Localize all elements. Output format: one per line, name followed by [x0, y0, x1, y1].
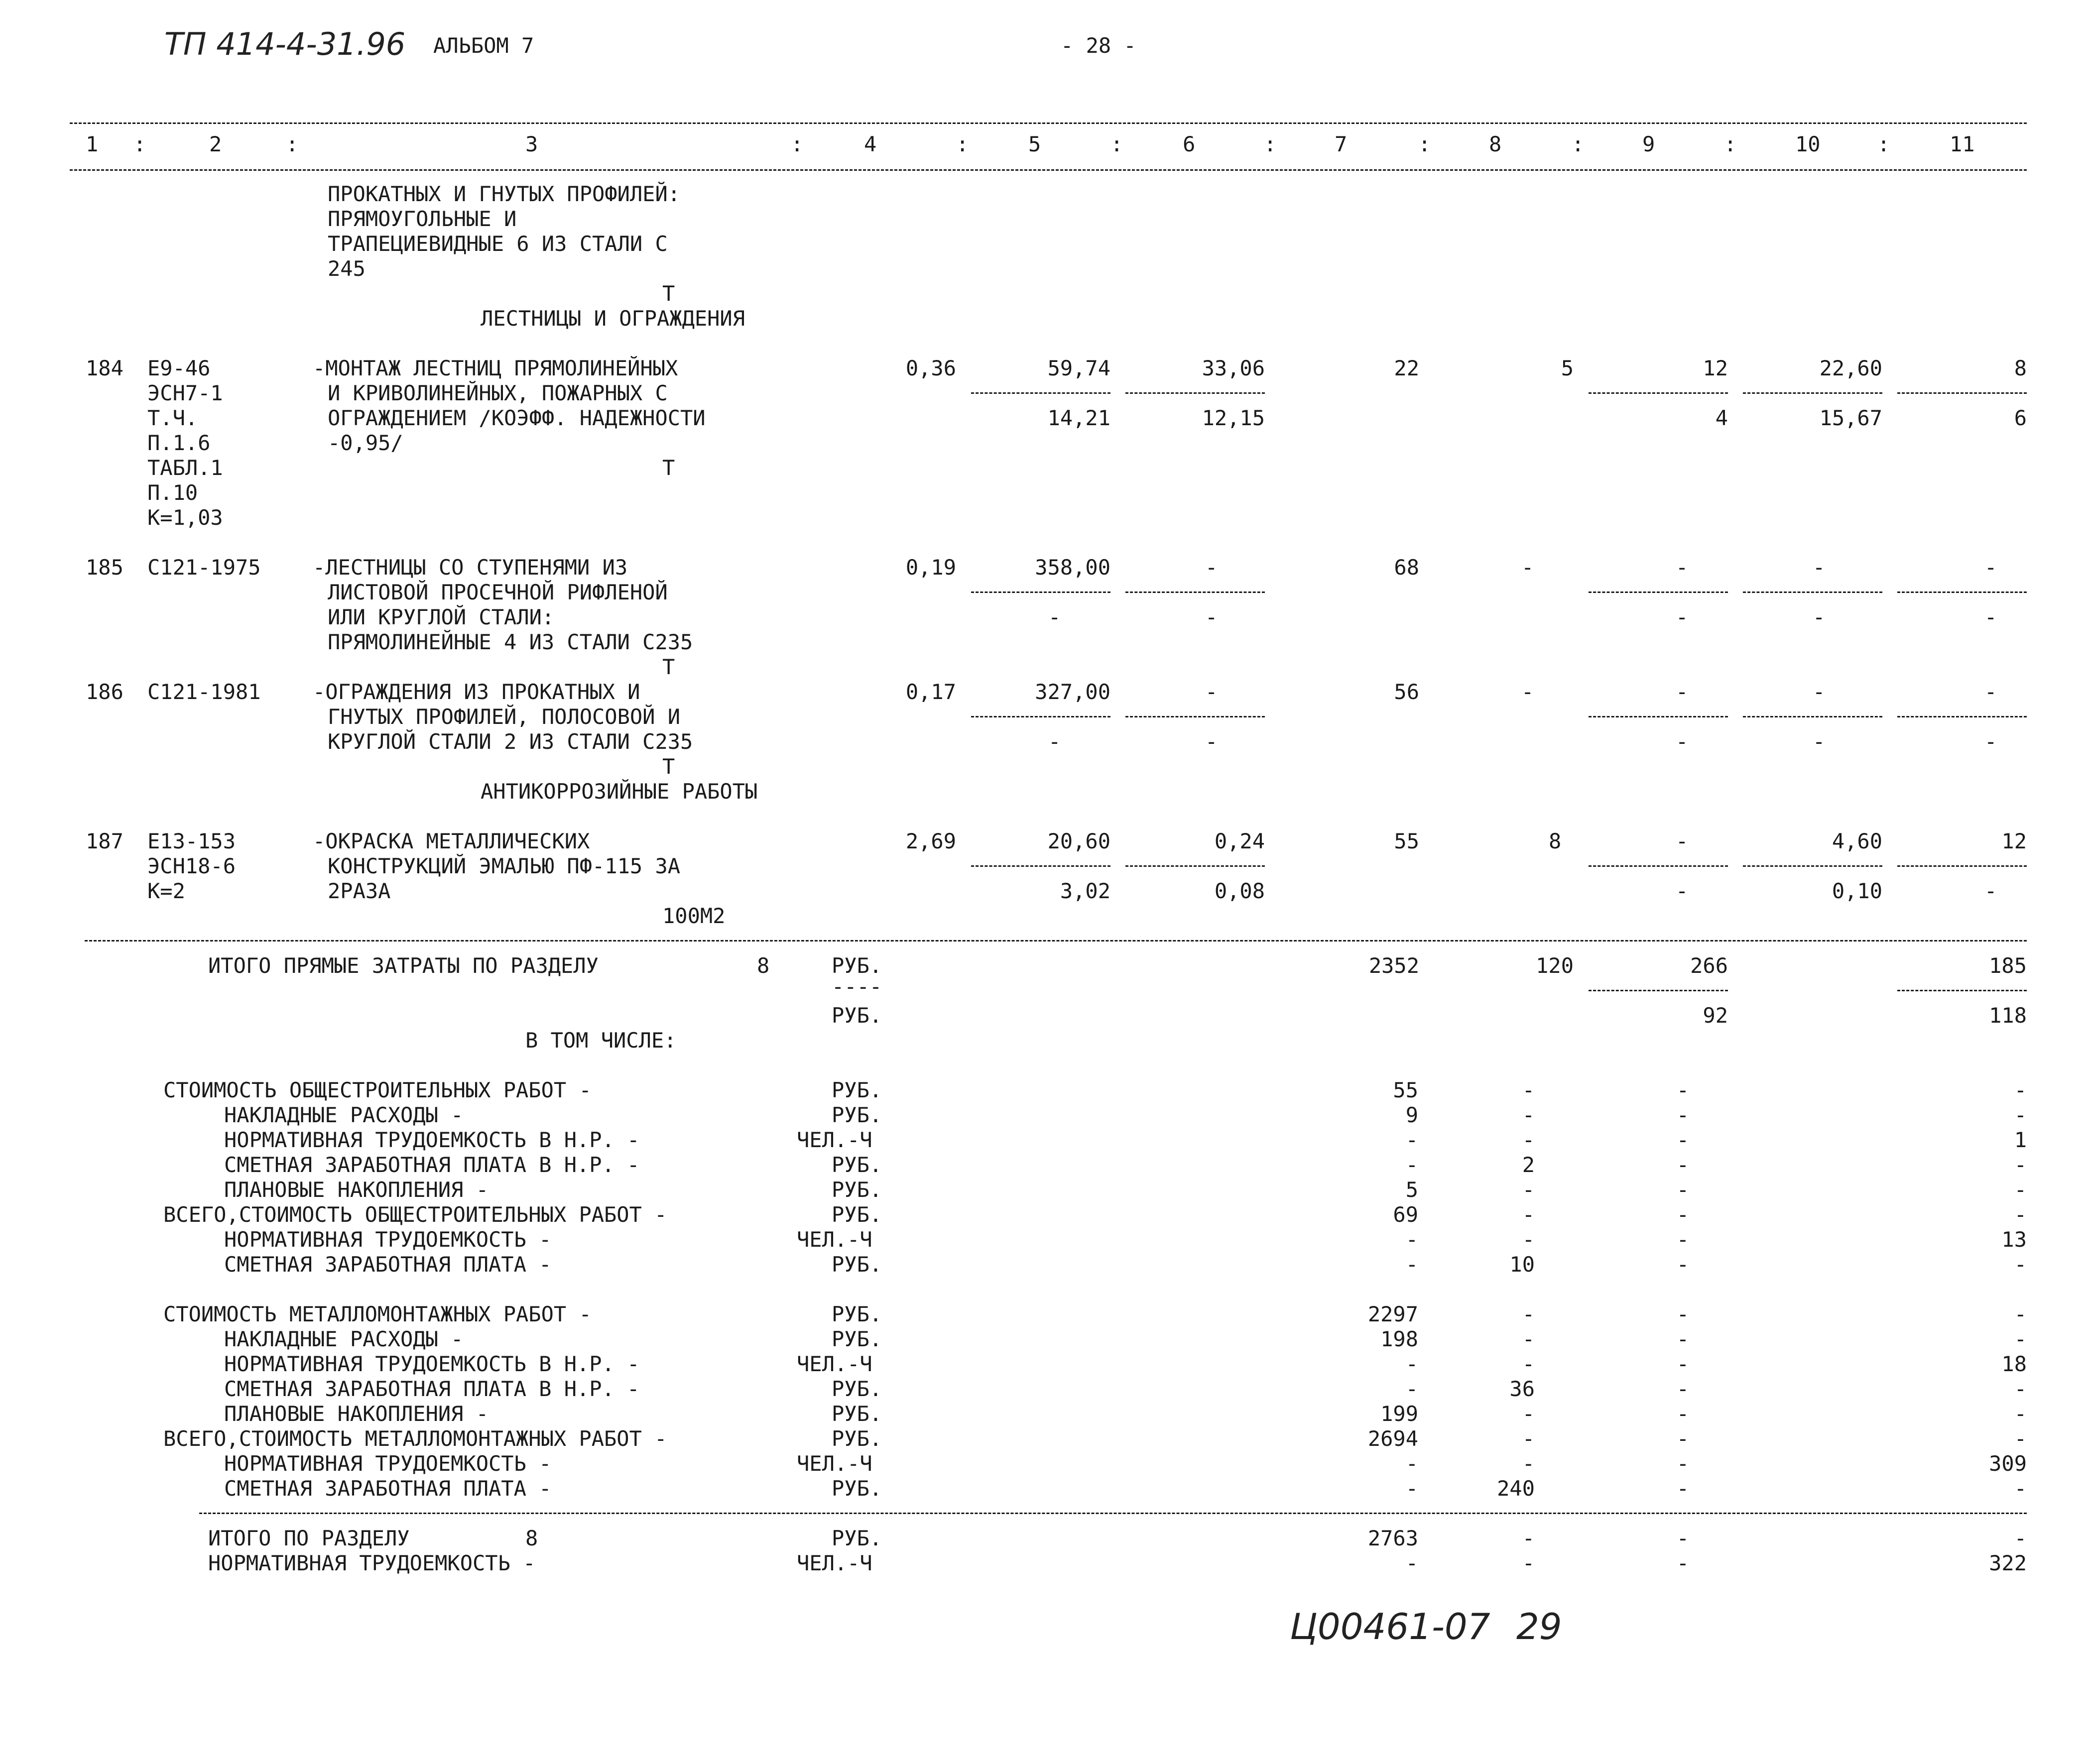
breakdown-col-7: -: [1405, 1252, 1418, 1277]
breakdown-col-9: -: [1676, 1426, 1689, 1451]
breakdown-unit: ЧЕЛ.-Ч: [797, 1128, 872, 1152]
breakdown-unit: РУБ.: [832, 1476, 882, 1501]
item-description: -0,95/: [328, 431, 403, 455]
cell-col-11-sub: -: [1984, 879, 1997, 903]
breakdown-col-11: -: [2014, 1252, 2027, 1277]
breakdown-col-7: -: [1405, 1352, 1418, 1376]
breakdown-unit: РУБ.: [832, 1252, 882, 1277]
breakdown-unit: РУБ.: [832, 1377, 882, 1401]
breakdown-col-7: -: [1405, 1451, 1418, 1476]
cell-col-11: 8: [2014, 356, 2027, 380]
breakdown-unit: РУБ.: [832, 1402, 882, 1426]
item-description: ИЛИ КРУГЛОЙ СТАЛИ:: [328, 605, 555, 629]
breakdown-col-7: -: [1405, 1227, 1418, 1252]
col-4-header: 4: [864, 132, 877, 156]
breakdown-col-11: 13: [2001, 1227, 2027, 1252]
col-10-header: 10: [1795, 132, 1821, 156]
breakdown-col-8: 240: [1497, 1476, 1535, 1501]
breakdown-unit: РУБ.: [832, 1426, 882, 1451]
total-col-9: 266: [1690, 953, 1728, 978]
breakdown-col-11: -: [2014, 1377, 2027, 1401]
breakdown-col-7: -: [1405, 1128, 1418, 1152]
item-code: Т.Ч.: [147, 406, 198, 430]
breakdown-col-8: -: [1522, 1426, 1535, 1451]
cell-col-6: -: [1205, 555, 1218, 580]
cell-col-5: 327,00: [1035, 680, 1110, 704]
final-col-8: -: [1522, 1526, 1535, 1550]
fraction-rule: [1743, 591, 1882, 593]
cell-col-9: -: [1676, 829, 1689, 853]
breakdown-col-8: -: [1522, 1103, 1535, 1127]
fraction-rule: [1743, 865, 1882, 867]
continuation-unit: Т: [662, 281, 675, 306]
final-rule: [199, 1513, 2027, 1514]
breakdown-label: СТОИМОСТЬ ОБЩЕСТРОИТЕЛЬНЫХ РАБОТ -: [163, 1078, 592, 1102]
breakdown-label: НОРМАТИВНАЯ ТРУДОЕМКОСТЬ В Н.Р. -: [224, 1128, 640, 1152]
item-description: 2РАЗА: [328, 879, 391, 903]
fraction-rule: [1125, 591, 1265, 593]
cell-col-4: 0,19: [905, 555, 956, 580]
cell-col-6-sub: -: [1205, 729, 1218, 754]
fraction-rule: [1897, 716, 2027, 717]
breakdown-col-8: 2: [1522, 1153, 1535, 1177]
header-top-rule: [70, 122, 2027, 124]
col-separator: :: [286, 132, 299, 156]
cell-col-11: 12: [2001, 829, 2027, 853]
col-7-header: 7: [1335, 132, 1348, 156]
item-code: С121-1981: [147, 680, 261, 704]
cell-col-4: 0,36: [905, 356, 956, 380]
breakdown-col-11: 18: [2001, 1352, 2027, 1376]
cell-col-9-sub: -: [1676, 879, 1689, 903]
breakdown-col-9: -: [1676, 1327, 1689, 1351]
breakdown-col-9: -: [1676, 1128, 1689, 1152]
col-separator: :: [791, 132, 804, 156]
breakdown-col-8: -: [1522, 1402, 1535, 1426]
col-2-header: 2: [209, 132, 222, 156]
cell-col-8: 8: [1549, 829, 1562, 853]
breakdown-col-9: -: [1676, 1402, 1689, 1426]
fraction-rule: [1125, 392, 1265, 394]
fraction-rule: [1897, 865, 2027, 867]
section-rule: [85, 940, 2027, 941]
col-separator: :: [1877, 132, 1890, 156]
breakdown-col-8: -: [1522, 1451, 1535, 1476]
breakdown-col-11: -: [2014, 1402, 2027, 1426]
breakdown-label: НОРМАТИВНАЯ ТРУДОЕМКОСТЬ -: [224, 1451, 552, 1476]
fraction-rule: [971, 591, 1110, 593]
item-number: 186: [86, 680, 123, 704]
total-col-11: 185: [1989, 953, 2027, 978]
breakdown-col-9: -: [1676, 1252, 1689, 1277]
item-description: И КРИВОЛИНЕЙНЫХ, ПОЖАРНЫХ С: [328, 381, 668, 405]
cell-col-11-sub: -: [1984, 729, 1997, 754]
cell-col-8: -: [1521, 555, 1534, 580]
final-col-8: -: [1522, 1551, 1535, 1575]
fraction-rule: [1897, 591, 2027, 593]
cell-col-10: 4,60: [1832, 829, 1882, 853]
col-1-header: 1: [86, 132, 99, 156]
breakdown-label: НОРМАТИВНАЯ ТРУДОЕМКОСТЬ В Н.Р. -: [224, 1352, 640, 1376]
breakdown-unit: РУБ.: [832, 1202, 882, 1227]
fraction-rule: [971, 716, 1110, 717]
item-unit: 100М2: [662, 904, 726, 928]
breakdown-unit: РУБ.: [832, 1302, 882, 1326]
breakdown-col-11: -: [2014, 1327, 2027, 1351]
breakdown-col-7: 2694: [1367, 1426, 1418, 1451]
breakdown-col-7: -: [1405, 1377, 1418, 1401]
breakdown-col-11: 309: [1989, 1451, 2027, 1476]
cell-col-11-sub: 6: [2014, 406, 2027, 430]
cell-col-6-sub: 12,15: [1202, 406, 1265, 430]
fraction-rule: [1743, 716, 1882, 717]
cell-col-5-sub: -: [1048, 605, 1061, 629]
breakdown-col-8: -: [1522, 1128, 1535, 1152]
cell-col-11-sub: -: [1984, 605, 1997, 629]
total-col-9-sub: 92: [1703, 1003, 1728, 1028]
cell-col-5: 358,00: [1035, 555, 1110, 580]
item-description: ЛИСТОВОЙ ПРОСЕЧНОЙ РИФЛЕНОЙ: [328, 580, 668, 604]
final-col-11: -: [2014, 1526, 2027, 1550]
final-label: ИТОГО ПО РАЗДЕЛУ: [208, 1526, 410, 1550]
cell-col-6: 0,24: [1214, 829, 1265, 853]
item-code: ТАБЛ.1: [147, 456, 223, 480]
col-separator: :: [1264, 132, 1277, 156]
cell-col-6: -: [1205, 680, 1218, 704]
breakdown-col-7: 9: [1405, 1103, 1418, 1127]
page-number: - 28 -: [1061, 33, 1136, 58]
breakdown-label: СМЕТНАЯ ЗАРАБОТНАЯ ПЛАТА В Н.Р. -: [224, 1377, 640, 1401]
fraction-rule: [1125, 716, 1265, 717]
final-col-7: -: [1405, 1551, 1418, 1575]
breakdown-col-9: -: [1676, 1352, 1689, 1376]
item-code: С121-1975: [147, 555, 261, 580]
col-separator: :: [1572, 132, 1585, 156]
section-heading-anticorrosion: АНТИКОРРОЗИЙНЫЕ РАБОТЫ: [481, 779, 758, 804]
breakdown-col-11: -: [2014, 1153, 2027, 1177]
col-3-header: 3: [525, 132, 538, 156]
breakdown-col-7: 55: [1393, 1078, 1418, 1102]
fraction-rule: [1743, 392, 1882, 394]
col-9-header: 9: [1642, 132, 1655, 156]
item-number: 187: [86, 829, 123, 853]
cell-col-5: 20,60: [1047, 829, 1110, 853]
item-number: 184: [86, 356, 123, 380]
item-code: ЭСН7-1: [147, 381, 223, 405]
cell-col-5-sub: 3,02: [1060, 879, 1110, 903]
section-heading-stairs: ЛЕСТНИЦЫ И ОГРАЖДЕНИЯ: [481, 306, 745, 331]
item-description: ГНУТЫХ ПРОФИЛЕЙ, ПОЛОСОВОЙ И: [328, 705, 681, 729]
col-8-header: 8: [1489, 132, 1502, 156]
unit-separator: ----: [832, 974, 882, 999]
total-col-11-sub: 118: [1989, 1003, 2027, 1028]
breakdown-col-11: -: [2014, 1426, 2027, 1451]
fraction-rule: [971, 865, 1110, 867]
cell-col-9-sub: 4: [1715, 406, 1728, 430]
unit-label: РУБ.: [832, 1003, 882, 1028]
final-label: НОРМАТИВНАЯ ТРУДОЕМКОСТЬ -: [208, 1551, 536, 1575]
item-unit: Т: [662, 456, 675, 480]
breakdown-col-9: -: [1676, 1153, 1689, 1177]
final-col-11: 322: [1989, 1551, 2027, 1575]
fraction-rule: [1589, 865, 1728, 867]
breakdown-col-9: -: [1676, 1078, 1689, 1102]
breakdown-col-7: 199: [1380, 1402, 1418, 1426]
fraction-rule: [1589, 591, 1728, 593]
breakdown-col-8: -: [1522, 1177, 1535, 1202]
project-code: ТП 414-4-31.96: [164, 26, 406, 62]
continuation-line: ПРОКАТНЫХ И ГНУТЫХ ПРОФИЛЕЙ:: [328, 182, 681, 206]
breakdown-col-9: -: [1676, 1227, 1689, 1252]
breakdown-unit: РУБ.: [832, 1153, 882, 1177]
cell-col-5-sub: -: [1048, 729, 1061, 754]
section-number: 8: [757, 953, 770, 978]
cell-col-9: 12: [1703, 356, 1728, 380]
document-stamp-code: Ц00461-07: [1290, 1606, 1490, 1647]
cell-col-6-sub: 0,08: [1214, 879, 1265, 903]
breakdown-label: СМЕТНАЯ ЗАРАБОТНАЯ ПЛАТА -: [224, 1252, 552, 1277]
breakdown-col-9: -: [1676, 1177, 1689, 1202]
final-col-9: -: [1676, 1551, 1689, 1575]
cell-col-7: 68: [1394, 555, 1419, 580]
breakdown-col-9: -: [1676, 1377, 1689, 1401]
cell-col-9: -: [1676, 680, 1689, 704]
continuation-line: 245: [328, 256, 366, 281]
col-11-header: 11: [1950, 132, 1975, 156]
item-code: ЭСН18-6: [147, 854, 236, 878]
final-unit: РУБ.: [832, 1526, 882, 1550]
item-description: ОГРАЖДЕНИЕМ /КОЭФФ. НАДЕЖНОСТИ: [328, 406, 706, 430]
breakdown-col-7: 5: [1405, 1177, 1418, 1202]
final-col-7: 2763: [1367, 1526, 1418, 1550]
fraction-rule: [1897, 392, 2027, 394]
total-col-7: 2352: [1368, 953, 1419, 978]
unit-label: РУБ.: [832, 953, 882, 978]
cell-col-8: -: [1521, 680, 1534, 704]
cell-col-9: -: [1676, 555, 1689, 580]
cell-col-10: -: [1813, 555, 1826, 580]
col-5-header: 5: [1028, 132, 1041, 156]
cell-col-8: 5: [1561, 356, 1574, 380]
including-label: В ТОМ ЧИСЛЕ:: [525, 1028, 677, 1053]
album-label: АЛЬБОМ 7: [433, 33, 534, 58]
final-unit: ЧЕЛ.-Ч: [797, 1551, 872, 1575]
breakdown-col-11: -: [2014, 1078, 2027, 1102]
breakdown-label: ВСЕГО,СТОИМОСТЬ МЕТАЛЛОМОНТАЖНЫХ РАБОТ -: [163, 1426, 667, 1451]
breakdown-col-7: -: [1405, 1476, 1418, 1501]
final-section-number: 8: [525, 1526, 538, 1550]
item-description: -ОГРАЖДЕНИЯ ИЗ ПРОКАТНЫХ И: [313, 680, 640, 704]
breakdown-col-8: -: [1522, 1227, 1535, 1252]
breakdown-col-8: -: [1522, 1202, 1535, 1227]
breakdown-unit: ЧЕЛ.-Ч: [797, 1352, 872, 1376]
breakdown-col-8: -: [1522, 1352, 1535, 1376]
item-description: КОНСТРУКЦИЙ ЭМАЛЬЮ ПФ-115 ЗА: [328, 854, 681, 878]
breakdown-label: НАКЛАДНЫЕ РАСХОДЫ -: [224, 1327, 464, 1351]
direct-costs-label: ИТОГО ПРЯМЫЕ ЗАТРАТЫ ПО РАЗДЕЛУ: [208, 953, 599, 978]
breakdown-col-9: -: [1676, 1302, 1689, 1326]
breakdown-col-7: 2297: [1367, 1302, 1418, 1326]
item-code: П.1.6: [147, 431, 211, 455]
breakdown-col-7: 69: [1393, 1202, 1418, 1227]
breakdown-col-7: 198: [1380, 1327, 1418, 1351]
item-description: -ЛЕСТНИЦЫ СО СТУПЕНЯМИ ИЗ: [313, 555, 628, 580]
breakdown-label: СМЕТНАЯ ЗАРАБОТНАЯ ПЛАТА В Н.Р. -: [224, 1153, 640, 1177]
fraction-rule: [1589, 392, 1728, 394]
breakdown-col-11: -: [2014, 1177, 2027, 1202]
col-separator: :: [1110, 132, 1123, 156]
final-col-9: -: [1676, 1526, 1689, 1550]
breakdown-label: СТОИМОСТЬ МЕТАЛЛОМОНТАЖНЫХ РАБОТ -: [163, 1302, 592, 1326]
fraction-rule: [1589, 716, 1728, 717]
breakdown-col-8: 36: [1509, 1377, 1535, 1401]
continuation-line: ТРАПЕЦИЕВИДНЫЕ 6 ИЗ СТАЛИ С: [328, 232, 668, 256]
total-col-8: 120: [1536, 953, 1574, 978]
cell-col-11: -: [1984, 680, 1997, 704]
breakdown-label: ПЛАНОВЫЕ НАКОПЛЕНИЯ -: [224, 1177, 489, 1202]
document-stamp-page: 29: [1516, 1606, 1562, 1647]
item-code: Е13-153: [147, 829, 236, 853]
col-separator: :: [956, 132, 969, 156]
breakdown-col-8: 10: [1509, 1252, 1535, 1277]
cell-col-5-sub: 14,21: [1047, 406, 1110, 430]
item-code: П.10: [147, 480, 198, 505]
item-description: ПРЯМОЛИНЕЙНЫЕ 4 ИЗ СТАЛИ С235: [328, 630, 693, 654]
breakdown-label: ПЛАНОВЫЕ НАКОПЛЕНИЯ -: [224, 1402, 489, 1426]
breakdown-col-8: -: [1522, 1302, 1535, 1326]
breakdown-unit: РУБ.: [832, 1177, 882, 1202]
breakdown-col-11: -: [2014, 1302, 2027, 1326]
col-6-header: 6: [1183, 132, 1196, 156]
cell-col-10: -: [1813, 680, 1826, 704]
breakdown-col-11: -: [2014, 1202, 2027, 1227]
breakdown-col-9: -: [1676, 1476, 1689, 1501]
breakdown-col-11: -: [2014, 1103, 2027, 1127]
breakdown-col-9: -: [1676, 1451, 1689, 1476]
cell-col-4: 2,69: [905, 829, 956, 853]
breakdown-unit: РУБ.: [832, 1103, 882, 1127]
item-unit: Т: [662, 754, 675, 779]
cell-col-9-sub: -: [1676, 729, 1689, 754]
continuation-line: ПРЯМОУГОЛЬНЫЕ И: [328, 207, 517, 231]
breakdown-label: ВСЕГО,СТОИМОСТЬ ОБЩЕСТРОИТЕЛЬНЫХ РАБОТ -: [163, 1202, 667, 1227]
breakdown-col-11: 1: [2014, 1128, 2027, 1152]
item-code: К=1,03: [147, 505, 223, 530]
cell-col-7: 55: [1394, 829, 1419, 853]
cell-col-10-sub: -: [1813, 605, 1826, 629]
breakdown-col-9: -: [1676, 1103, 1689, 1127]
cell-col-4: 0,17: [905, 680, 956, 704]
breakdown-col-9: -: [1676, 1202, 1689, 1227]
cell-col-10-sub: 0,10: [1832, 879, 1882, 903]
fraction-rule: [1897, 990, 2027, 991]
cell-col-6-sub: -: [1205, 605, 1218, 629]
breakdown-col-7: -: [1405, 1153, 1418, 1177]
cell-col-10: 22,60: [1819, 356, 1882, 380]
breakdown-col-11: -: [2014, 1476, 2027, 1501]
breakdown-unit: РУБ.: [832, 1078, 882, 1102]
cell-col-10-sub: -: [1813, 729, 1826, 754]
cell-col-6: 33,06: [1202, 356, 1265, 380]
breakdown-col-8: -: [1522, 1327, 1535, 1351]
breakdown-col-8: -: [1522, 1078, 1535, 1102]
breakdown-label: СМЕТНАЯ ЗАРАБОТНАЯ ПЛАТА -: [224, 1476, 552, 1501]
breakdown-unit: РУБ.: [832, 1327, 882, 1351]
fraction-rule: [1589, 990, 1728, 991]
col-separator: :: [133, 132, 146, 156]
item-code: Е9-46: [147, 356, 211, 380]
cell-col-7: 56: [1394, 680, 1419, 704]
cell-col-11: -: [1984, 555, 1997, 580]
item-unit: Т: [662, 655, 675, 679]
item-description: -ОКРАСКА МЕТАЛЛИЧЕСКИХ: [313, 829, 590, 853]
item-description: -МОНТАЖ ЛЕСТНИЦ ПРЯМОЛИНЕЙНЫХ: [313, 356, 678, 380]
item-code: К=2: [147, 879, 185, 903]
fraction-rule: [1125, 865, 1265, 867]
header-bottom-rule: [70, 169, 2027, 171]
breakdown-label: НАКЛАДНЫЕ РАСХОДЫ -: [224, 1103, 464, 1127]
item-number: 185: [86, 555, 123, 580]
cell-col-5: 59,74: [1047, 356, 1110, 380]
fraction-rule: [971, 392, 1110, 394]
item-description: КРУГЛОЙ СТАЛИ 2 ИЗ СТАЛИ С235: [328, 729, 693, 754]
cell-col-9-sub: -: [1676, 605, 1689, 629]
cell-col-7: 22: [1394, 356, 1419, 380]
col-separator: :: [1418, 132, 1431, 156]
cell-col-10-sub: 15,67: [1819, 406, 1882, 430]
breakdown-label: НОРМАТИВНАЯ ТРУДОЕМКОСТЬ -: [224, 1227, 552, 1252]
col-separator: :: [1724, 132, 1737, 156]
breakdown-unit: ЧЕЛ.-Ч: [797, 1451, 872, 1476]
breakdown-unit: ЧЕЛ.-Ч: [797, 1227, 872, 1252]
